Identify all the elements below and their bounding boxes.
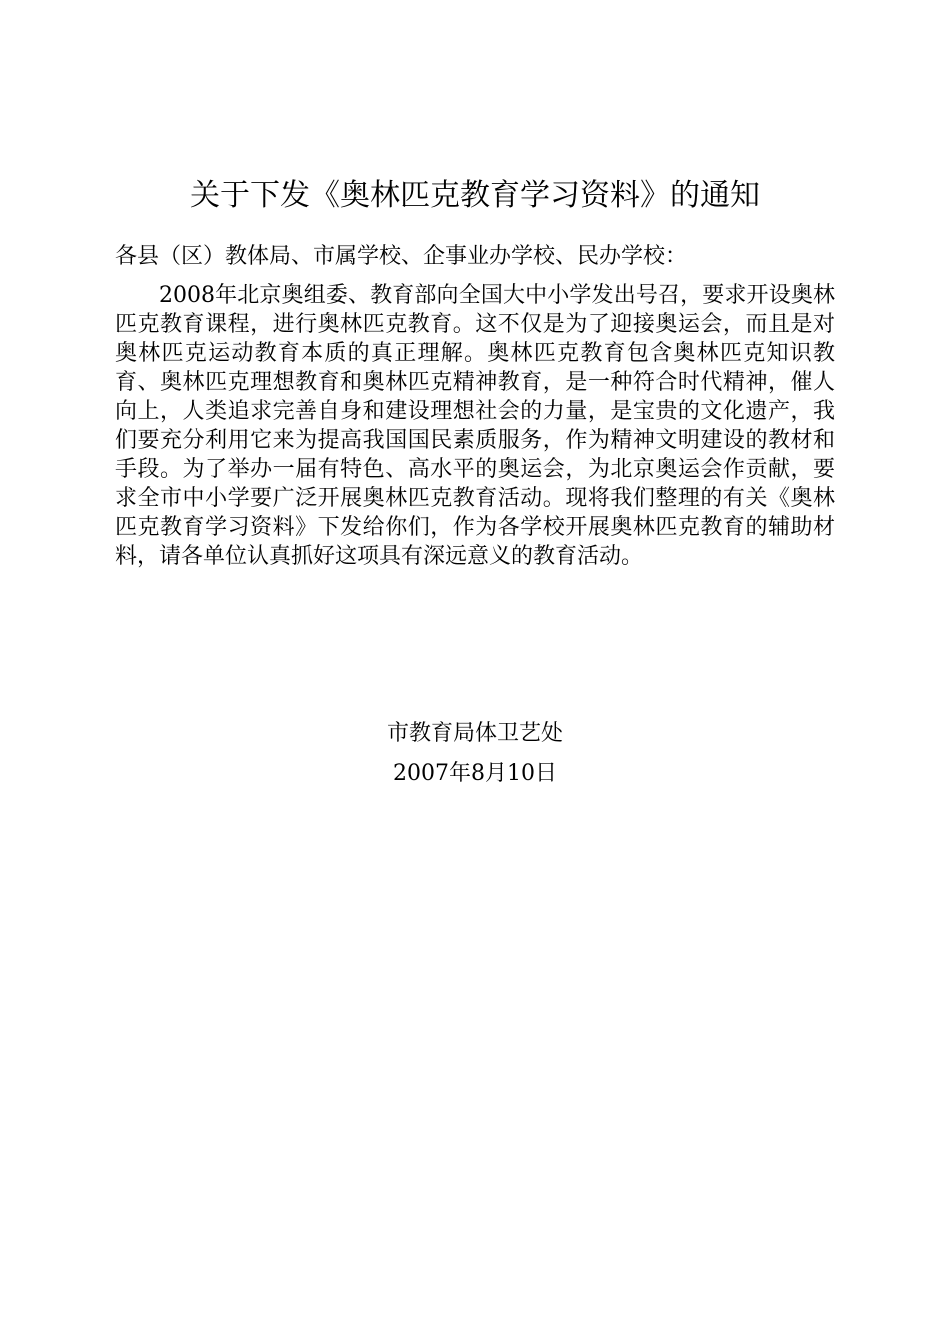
document-title: 关于下发《奥林匹克教育学习资料》的通知 xyxy=(190,178,760,213)
issuer-name: 市教育局体卫艺处 xyxy=(386,721,563,746)
salutation: 各县（区）教体局、市属学校、企事业办学校、民办学校： xyxy=(115,244,688,269)
body-paragraph: 2008年北京奥组委、教育部向全国大中小学发出号召，要求开设奥林匹克教育课程，进行奥林匹克教育。这不仅是为了迎接奥运会，而且是对奥林匹克运动教育本质的真正理解。奥林匹克教育包含奥林匹克知识教育、奥林匹克理想教育和奥林匹克精神教育，是一种符合时代精神，催人向上，人类追求完善自身和建设理想社会的力量，是宝贵的文化遗产，我们要充分利用它来为提高我国国民素质服务，作为精神文明建设的教材和手段。为了举办一届有特色、高水平的奥运会，为北京奥运会作贡献，要求全市中小学要广泛开展奥林匹克教育活动。现将我们整理的有关《奥林匹克教育学习资料》下发给你们，作为各学校开展奥林匹克教育的辅助材料，请各单位认真抓好这项具有深远意义的教育活动。 xyxy=(115,283,835,569)
issue-date: 2007年8月10日 xyxy=(393,761,557,786)
signature-block xyxy=(0,714,950,794)
